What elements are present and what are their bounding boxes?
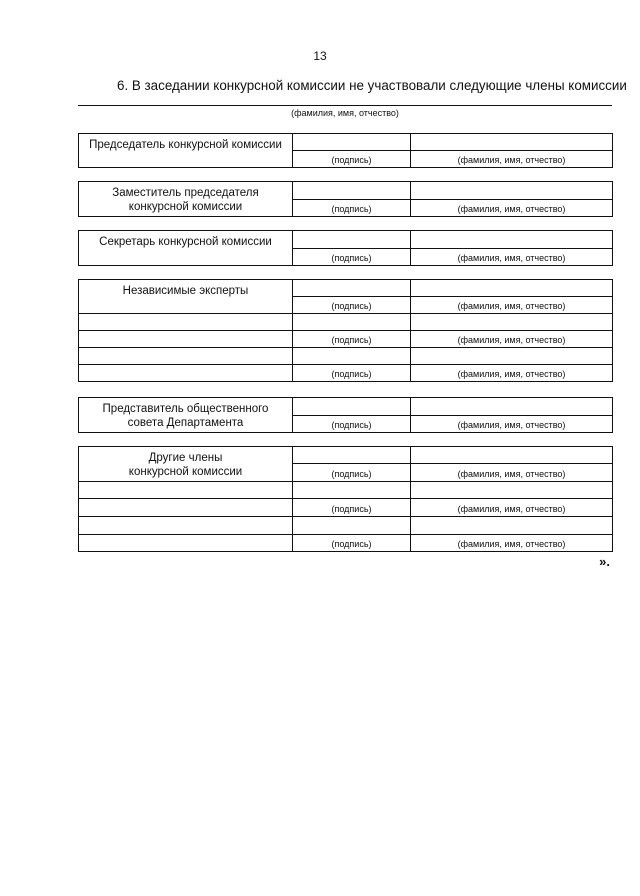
section-heading: 6. В заседании конкурсной комиссии не участвовали следующие члены комиссии xyxy=(117,78,627,93)
name-caption: (фамилия, имя, отчество) xyxy=(411,365,613,382)
signature-caption: (подпись) xyxy=(293,249,411,266)
secretary-block xyxy=(78,230,613,266)
name-cell xyxy=(411,231,613,249)
signature-caption: (подпись) xyxy=(293,464,411,482)
name-cell xyxy=(411,134,613,151)
signature-caption: (подпись) xyxy=(293,200,411,217)
other-members-block xyxy=(78,446,613,552)
name-caption: (фамилия, имя, отчество) xyxy=(411,151,613,168)
signature-caption: (подпись) xyxy=(293,297,411,314)
public-council-block xyxy=(78,397,613,433)
signature-caption: (подпись) xyxy=(293,499,411,517)
name-cell xyxy=(411,348,613,365)
name-cell xyxy=(411,482,613,499)
name-cell xyxy=(411,182,613,200)
signature-caption: (подпись) xyxy=(293,331,411,348)
page-number: 13 xyxy=(313,49,327,63)
secretary-label: Секретарь конкурсной комиссии xyxy=(79,231,293,266)
empty-label-cell xyxy=(79,348,293,365)
signature-cell xyxy=(293,134,411,151)
signature-cell xyxy=(293,482,411,499)
signature-caption: (подпись) xyxy=(293,535,411,552)
deputy-chairman-label xyxy=(79,182,293,217)
name-caption: (фамилия, имя, отчество) xyxy=(411,464,613,482)
public-council-label-line1: Представитель общественного xyxy=(102,403,269,415)
name-caption: (фамилия, имя, отчество) xyxy=(411,331,613,348)
absent-members-caption: (фамилия, имя, отчество) xyxy=(291,108,399,118)
signature-caption: (подпись) xyxy=(293,416,411,433)
absent-members-line xyxy=(78,105,612,106)
chairman-block xyxy=(78,133,613,168)
name-caption: (фамилия, имя, отчество) xyxy=(411,535,613,552)
chairman-label: Председатель конкурсной комиссии xyxy=(79,134,293,168)
name-cell xyxy=(411,280,613,297)
public-council-label-line2: совета Департамента xyxy=(127,417,244,429)
empty-label-cell xyxy=(79,517,293,535)
name-caption: (фамилия, имя, отчество) xyxy=(411,297,613,314)
empty-label-cell xyxy=(79,535,293,552)
name-cell xyxy=(411,517,613,535)
signature-caption: (подпись) xyxy=(293,365,411,382)
name-cell xyxy=(411,398,613,416)
experts-label: Независимые эксперты xyxy=(79,280,293,314)
name-cell xyxy=(411,447,613,464)
signature-cell xyxy=(293,280,411,297)
signature-cell xyxy=(293,314,411,331)
name-caption: (фамилия, имя, отчество) xyxy=(411,249,613,266)
empty-label-cell xyxy=(79,482,293,499)
signature-caption: (подпись) xyxy=(293,151,411,168)
signature-cell xyxy=(293,398,411,416)
empty-label-cell xyxy=(79,365,293,382)
signature-cell xyxy=(293,447,411,464)
name-cell xyxy=(411,314,613,331)
signature-cell xyxy=(293,231,411,249)
signature-cell xyxy=(293,182,411,200)
empty-label-cell xyxy=(79,314,293,331)
empty-label-cell xyxy=(79,499,293,517)
signature-cell xyxy=(293,348,411,365)
deputy-chairman-label-line1: Заместитель председателя xyxy=(112,187,259,199)
other-members-label-line1: Другие члены xyxy=(148,452,223,464)
deputy-chairman-block xyxy=(78,181,613,217)
closing-quote: ». xyxy=(599,554,610,569)
empty-label-cell xyxy=(79,331,293,348)
name-caption: (фамилия, имя, отчество) xyxy=(411,499,613,517)
name-caption: (фамилия, имя, отчество) xyxy=(411,200,613,217)
deputy-chairman-label-line2: конкурсной комиссии xyxy=(128,201,243,213)
experts-block xyxy=(78,279,613,382)
other-members-label xyxy=(79,447,293,482)
public-council-label xyxy=(79,398,293,433)
other-members-label-line2: конкурсной комиссии xyxy=(128,466,243,478)
name-caption: (фамилия, имя, отчество) xyxy=(411,416,613,433)
signature-cell xyxy=(293,517,411,535)
